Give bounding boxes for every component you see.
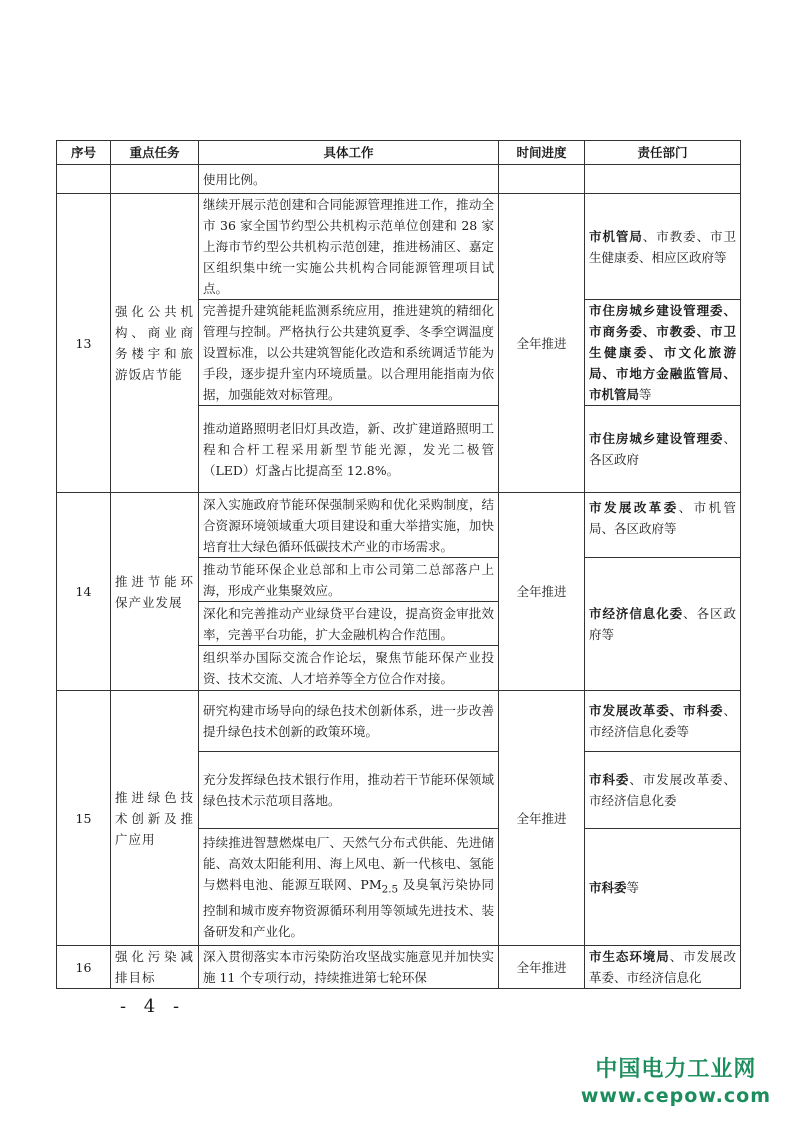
cell-work: 研究构建市场导向的绿色技术创新体系，进一步改善提升绿色技术创新的政策环境。 (199, 691, 499, 752)
cell-task: 强化公共机构、商业商务楼宇和旅游饭店节能 (111, 194, 199, 493)
cell-time: 全年推进 (499, 493, 585, 691)
dept-others: 、市机管局、各区政府等 (589, 500, 736, 536)
cell-task: 强化污染减排目标 (111, 946, 199, 989)
task-table (56, 140, 741, 989)
table-row (57, 691, 741, 752)
table-row (57, 493, 741, 558)
cell-work: 使用比例。 (199, 165, 499, 194)
dept-others: 、市教委、市卫生健康委、相应区政府等 (589, 228, 736, 265)
cell-number: 15 (57, 691, 111, 946)
dept-lead: 市发展改革委 (589, 500, 679, 515)
table-row (57, 946, 741, 989)
dept-others: 等 (626, 879, 640, 895)
header-number: 序号 (57, 141, 111, 165)
cell-work: 深入实施政府节能环保强制采购和优化采购制度，结合资源环境领域重大项目建设和重大举措实施，加快培育壮大绿色循环低碳技术产业的市场需求。 (199, 493, 499, 558)
watermark (581, 1052, 771, 1107)
cell-number: 13 (57, 194, 111, 493)
cell-task: 推进节能环保产业发展 (111, 493, 199, 691)
cell-dept (585, 300, 741, 406)
cell-dept (585, 691, 741, 752)
dept-others: 等 (639, 387, 652, 402)
dept-others: 、各区政府 (589, 431, 736, 467)
cell-work: 深入贯彻落实本市污染防治攻坚战实施意见并加快实施 11 个专项行动，持续推进第七轮环保 (199, 946, 499, 989)
dept-lead: 市科委 (589, 879, 627, 895)
cell-dept (585, 406, 741, 493)
cell-time: 全年推进 (499, 691, 585, 946)
cell-work: 继续开展示范创建和合同能源管理推进工作，推动全市 36 家全国节约型公共机构示范单位创建和 28 家上海市节约型公共机构示范创建，推进杨浦区、嘉定区组织集中统一实施公共机构合同能源管理项目试点。 (199, 194, 499, 300)
dept-others: 、各区政府等 (589, 606, 736, 642)
cell-time: 全年推进 (499, 946, 585, 989)
header-time-progress: 时间进度 (499, 141, 585, 165)
cell-work: 深化和完善推动产业绿贷平台建设，提高资金审批效率，完善平台功能，扩大金融机构合作范围。 (199, 602, 499, 646)
cell-work: 完善提升建筑能耗监测系统应用，推进建筑的精细化管理与控制。严格执行公共建筑夏季、冬季空调温度设置标准，以公共建筑智能化改造和系统调适节能为手段，逐步提升室内环境质量。以合理用能指南为依据，加强能效对标管理。 (199, 300, 499, 406)
cell-dept (585, 829, 741, 946)
table-header-row (57, 141, 741, 165)
pm-subscript: 2.5 (381, 883, 399, 896)
cell-work: 推动道路照明老旧灯具改造，新、改扩建道路照明工程和合杆工程采用新型节能光源，发光二极管（LED）灯盏占比提高至 12.8%。 (199, 406, 499, 493)
dept-others: 、市发展改革委、市经济信息化 (589, 949, 736, 985)
cell-dept (585, 194, 741, 300)
dept-others: 、市经济信息化委等 (589, 703, 736, 739)
watermark-url: www.cepow.com (580, 1085, 771, 1107)
dept-lead: 市机管局 (589, 228, 643, 244)
cell-task: 推进绿色技术创新及推广应用 (111, 691, 199, 946)
cell-work (199, 829, 499, 946)
cell-dept (585, 752, 741, 829)
header-key-task: 重点任务 (111, 141, 199, 165)
page-number: - 4 - (120, 996, 186, 1017)
header-specific-work: 具体工作 (199, 141, 499, 165)
work-text-cont: 及臭氧污染协同控制和城市废弃物资源循环利用等领域先进技术、装备研发和产业化。 (203, 876, 494, 940)
dept-lead: 市生态环境局 (589, 949, 670, 964)
cell-dept (585, 558, 741, 691)
work-text: 持续推进智慧燃煤电厂、天然气分布式供能、先进储能、高效太阳能利用、海上风电、新一代核电、氢能与燃料电池、能源互联网、PM (203, 834, 494, 892)
cell-number (57, 165, 111, 194)
cell-number: 14 (57, 493, 111, 691)
cell-work: 组织举办国际交流合作论坛，聚焦节能环保产业投资、技术交流、人才培养等全方位合作对接。 (199, 646, 499, 691)
dept-lead: 市科委 (589, 772, 630, 787)
dept-lead: 市住房城乡建设管理委、市商务委、市教委、市卫生健康委、市文化旅游局、市地方金融监管局、市机管局 (589, 303, 736, 402)
dept-lead: 市发展改革委、市科委 (589, 703, 724, 718)
cell-work: 推动节能环保企业总部和上市公司第二总部落户上海，形成产业集聚效应。 (199, 558, 499, 602)
table-row (57, 165, 741, 194)
header-responsible-dept: 责任部门 (585, 141, 741, 165)
cell-dept (585, 493, 741, 558)
cell-work: 充分发挥绿色技术银行作用，推动若干节能环保领域绿色技术示范项目落地。 (199, 752, 499, 829)
cell-task (111, 165, 199, 194)
table-row (57, 194, 741, 300)
dept-others: 、市发展改革委、市经济信息化委 (589, 772, 736, 808)
dept-lead: 市经济信息化委 (589, 606, 684, 621)
cell-number: 16 (57, 946, 111, 989)
dept-lead: 市住房城乡建设管理委 (589, 431, 724, 446)
watermark-site-name: 中国电力工业网 (595, 1057, 757, 1082)
cell-time: 全年推进 (499, 194, 585, 493)
cell-dept (585, 946, 741, 989)
cell-time (499, 165, 585, 194)
cell-dept (585, 165, 741, 194)
